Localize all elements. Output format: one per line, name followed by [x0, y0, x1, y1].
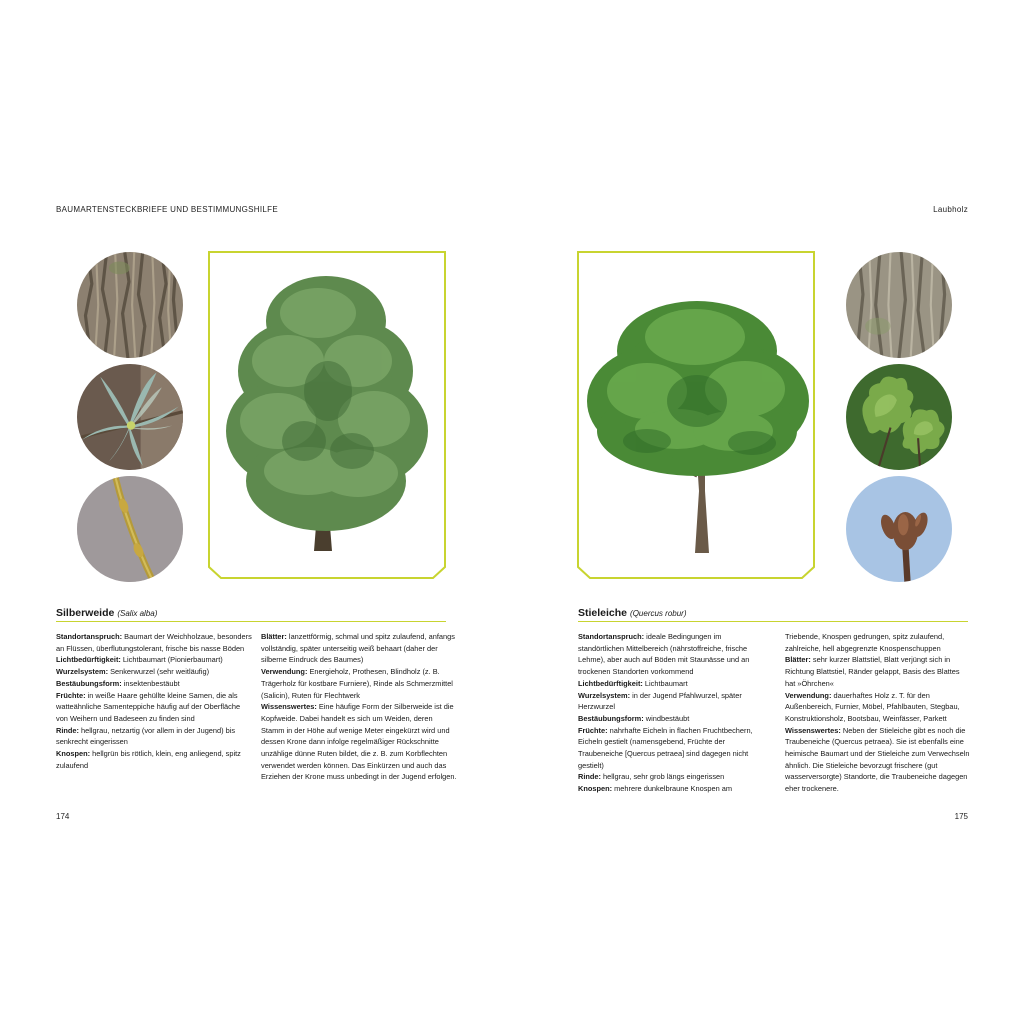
entry: Früchte: in weiße Haare gehüllte kleine Samen, die als watteähnliche Samenteppiche häufig auf der Oberfläche von Weihern und Badeseen zu finden sind	[56, 690, 241, 723]
entry: Lichtbedürftigkeit: Lichtbaumart	[578, 678, 688, 688]
willow-twig-icon	[77, 476, 183, 582]
entry: Früchte: nahrhafte Eicheln in flachen Fruchtbechern, Eicheln gestielt (namensgebend, Früchte der Traubeneiche [Quercus petraea] sind dagegen nicht gestielt)	[578, 725, 753, 770]
entry: Bestäubungsform: windbestäubt	[578, 713, 690, 723]
species-latin-name: (Quercus robur)	[630, 609, 687, 618]
entry: Lichtbedürftigkeit: Lichtbaumart (Pionierbaumart)	[56, 655, 223, 665]
entry: Rinde: hellgrau, netzartig (vor allem in der Jugend) bis senkrecht eingerissen	[56, 725, 236, 747]
willow-bark-icon	[77, 252, 183, 358]
entry: Wurzelsystem: in der Jugend Pfahlwurzel, später Herzwurzel	[578, 690, 742, 712]
right-text-column-2	[785, 631, 971, 795]
species-title-stieleiche	[578, 603, 968, 622]
oak-bark-icon	[846, 252, 952, 358]
entry: Wissenswertes: Neben der Stieleiche gibt es noch die Traubeneiche (Quercus petraea). Sie ist ebenfalls eine heimische Baumart und der Stieleiche zum Verwechseln ähnlich. Die Stieleiche bevorzugt frischere (gut wasserversorgte) Standorte, die Traubeneiche dagegen eher trockenere.	[785, 725, 970, 794]
entry: Verwendung: dauerhaftes Holz z. T. für den Außenbereich, Furnier, Möbel, Pfahlbauten, Stegbau, Konstruktionsholz, Bootsbau, Weinfässer, Parkett	[785, 690, 960, 723]
page-number-right: 175	[954, 812, 968, 821]
entry: Bestäubungsform: insektenbestäubt	[56, 678, 180, 688]
entry: Rinde: hellgrau, sehr grob längs eingerissen	[578, 772, 725, 782]
entry: Knospen: mehrere dunkelbraune Knospen am	[578, 784, 733, 794]
species-title-silberweide	[56, 603, 446, 622]
page-number-left: 174	[56, 812, 70, 821]
species-name: Stieleiche	[578, 607, 628, 619]
willow-tree-image	[208, 251, 446, 579]
entry: Standortanspruch: Baumart der Weichholzaue, besonders an Flüssen, überflutungstolerant, frische bis nasse Böden	[56, 632, 252, 653]
entry: Knospen: hellgrün bis rötlich, klein, eng anliegend, spitz zulaufend	[56, 749, 241, 770]
oak-leaves-icon	[846, 364, 952, 470]
entry: Wurzelsystem: Senkerwurzel (sehr weitläufig)	[56, 667, 210, 677]
running-head-right: Laubholz	[933, 205, 968, 214]
species-name: Silberweide	[56, 607, 115, 619]
entry: Wissenswertes: Eine häufige Form der Silberweide ist die Kopfweide. Dabei handelt es sich um Weiden, deren Stamm in der Höhe auf wenige Meter eingekürzt wird und dessen Krone dann infolge regelmäßiger Rückschnitte unzählige dünne Ruten bildet, die z. B. zum Korbflechten verwendet werden können. Das Einkürzen und auch das Erziehen der Krone muss unbedingt in der Jugend erfolgen.	[261, 702, 457, 782]
entry: Verwendung: Energieholz, Prothesen, Blindholz (z. B. Trägerholz für kostbare Furniere), Rinde als Schmerzmittel (Salicin), Ruten für Flechtwerk	[261, 667, 453, 700]
left-text-column-2	[261, 631, 457, 783]
entry: Blätter: lanzettförmig, schmal und spitz zulaufend, anfangs vollständig, später unterseitig weiß behaart (daher der silberne Eindruck des Baumes)	[261, 632, 455, 665]
right-text-column-1	[578, 631, 768, 795]
running-head-left: BAUMARTENSTECKBRIEFE UND BESTIMMUNGSHILFE	[56, 205, 278, 214]
oak-tree-image	[577, 251, 815, 579]
left-text-column-1	[56, 631, 252, 771]
oak-bud-icon	[846, 476, 952, 582]
entry: Standortanspruch: ideale Bedingungen im standörtlichen Mittelbereich (nährstoffreiche, frische Lehme), aber auch auf Böden mit Staunässe und an trockenen Standorten vorkommend	[578, 632, 750, 677]
species-latin-name: (Salix alba)	[117, 609, 158, 618]
entry: Blätter: sehr kurzer Blattstiel, Blatt verjüngt sich in Richtung Blattstiel, Ränder gelappt, Basis des Blattes hat »Öhrchen«	[785, 655, 960, 688]
willow-leaves-icon	[77, 364, 183, 470]
entry: Triebende, Knospen gedrungen, spitz zulaufend, zahlreiche, hell abgegrenzte Knospenschuppen	[785, 632, 945, 653]
